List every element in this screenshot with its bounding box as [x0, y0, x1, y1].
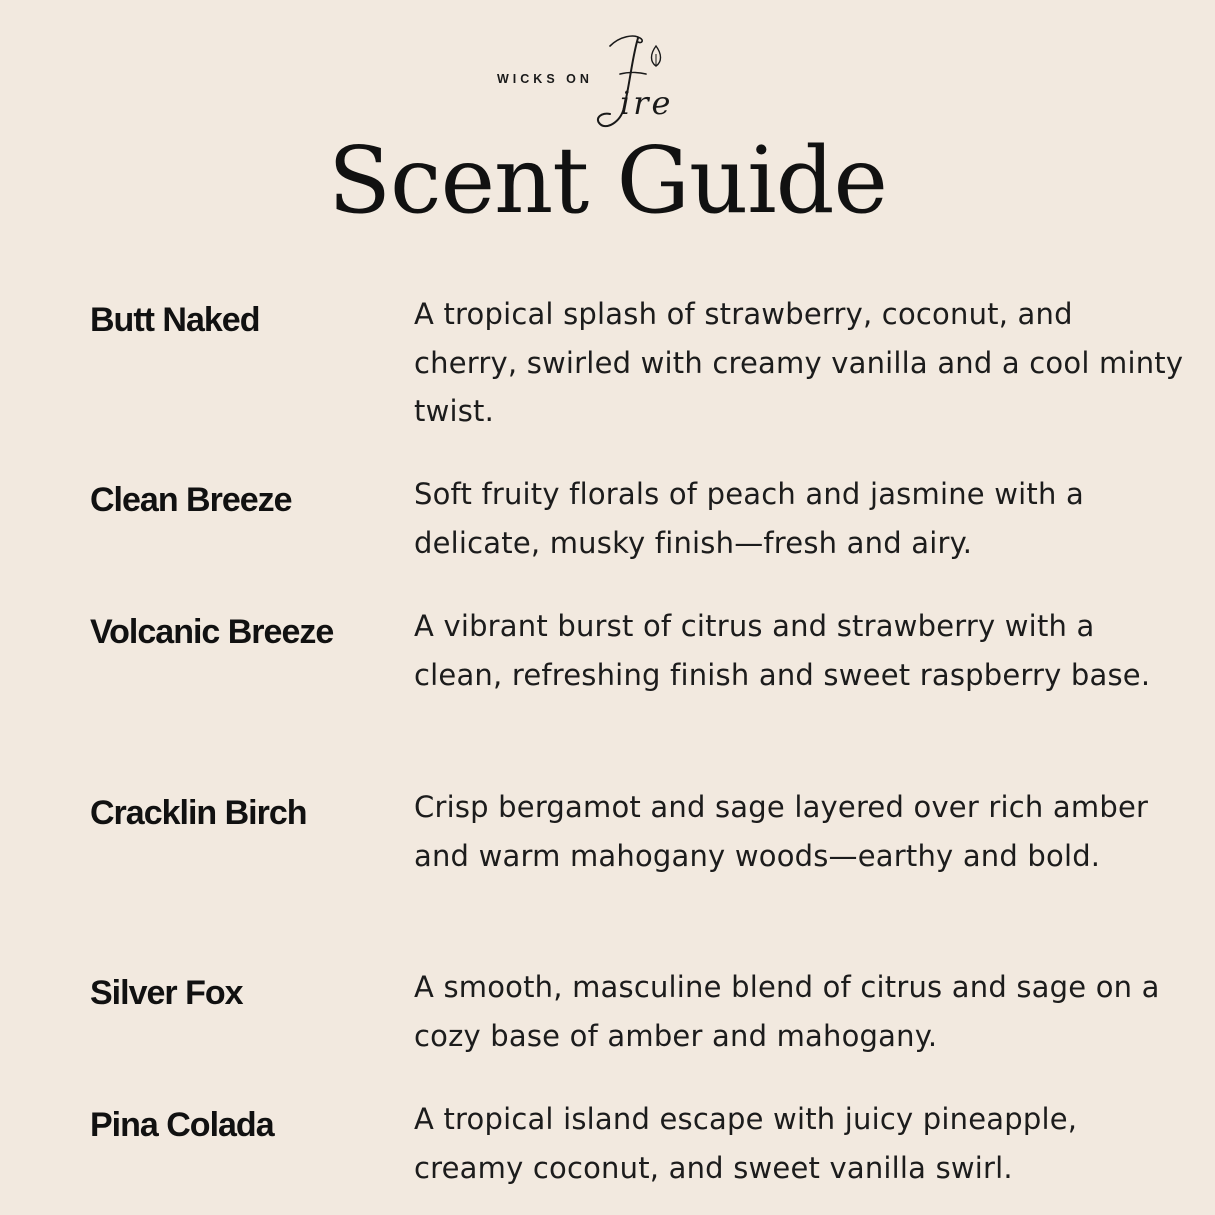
- brand-logo: [480, 22, 740, 132]
- scent-description: A vibrant burst of citrus and strawberry with a clean, refreshing finish and sweet raspberry base.: [414, 609, 1151, 692]
- scent-name: Silver Fox: [90, 974, 243, 1012]
- scent-description: A smooth, masculine blend of citrus and sage on a cozy base of amber and mahogany.: [414, 970, 1160, 1053]
- page-title: Scent Guide: [328, 127, 887, 234]
- scent-list: [90, 290, 1190, 1215]
- scent-row: [90, 963, 1190, 1095]
- scent-row: [90, 602, 1190, 783]
- scent-description: A tropical island escape with juicy pineapple, creamy coconut, and sweet vanilla swirl.: [414, 1102, 1078, 1185]
- scent-row: [90, 1095, 1190, 1215]
- scent-name: Volcanic Breeze: [90, 613, 334, 651]
- scent-description: A tropical splash of strawberry, coconut, and cherry, swirled with creamy vanilla and a cool minty twist.: [414, 297, 1184, 428]
- scent-name: Cracklin Birch: [90, 794, 307, 832]
- logo-script-text: ire: [620, 84, 674, 122]
- scent-description: Soft fruity florals of peach and jasmine with a delicate, musky finish—fresh and airy.: [414, 477, 1084, 560]
- scent-description: Crisp bergamot and sage layered over rich amber and warm mahogany woods—earthy and bold.: [414, 790, 1149, 873]
- scent-name: Pina Colada: [90, 1106, 274, 1144]
- scent-row: [90, 290, 1190, 470]
- scent-name: Clean Breeze: [90, 481, 292, 519]
- scent-row: [90, 783, 1190, 963]
- scent-name: Butt Naked: [90, 301, 260, 339]
- scent-row: [90, 470, 1190, 602]
- logo-small-text: WICKS ON: [497, 72, 593, 86]
